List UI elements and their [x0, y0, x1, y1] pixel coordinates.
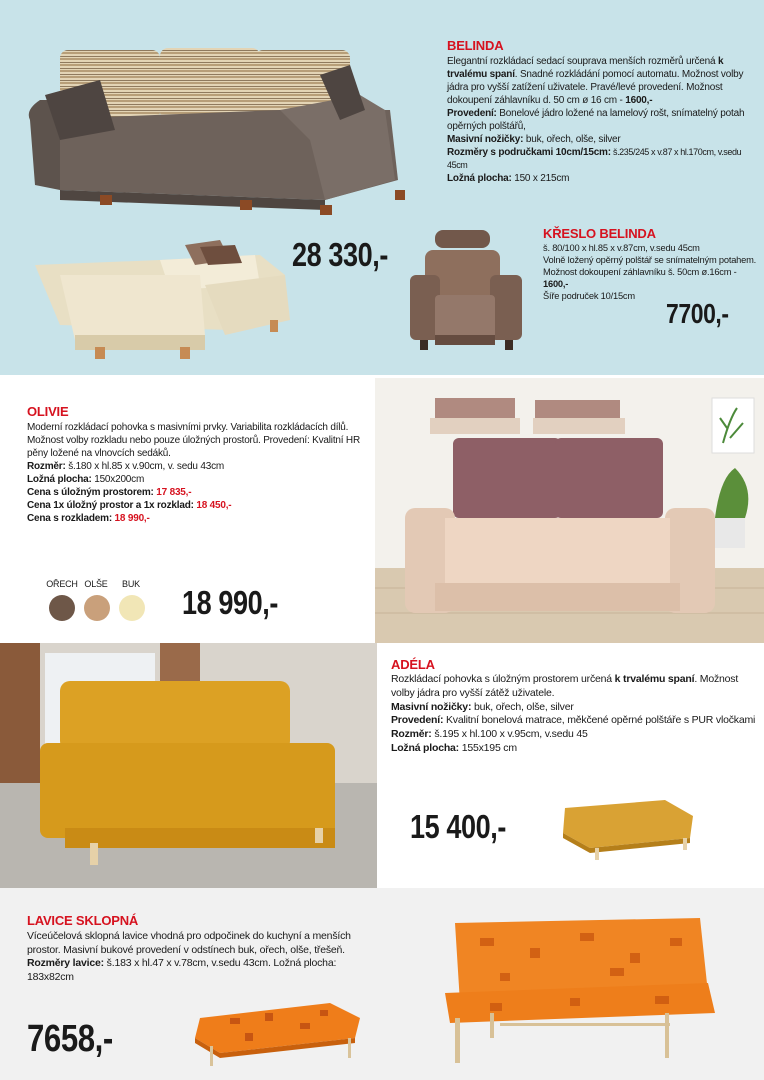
belinda-desc-bold: k trvalému spaní [447, 56, 724, 80]
adela-nozicky-value: buk, ořech, olše, silver [471, 700, 574, 713]
belinda-description [447, 55, 752, 185]
swatch-label-orech: OŘECH [46, 579, 78, 589]
lavice-daybed-image [190, 998, 365, 1070]
swatch-buk [119, 595, 145, 621]
olivie-cena2-value: 18 450,- [196, 500, 232, 511]
belinda-title: BELINDA [447, 38, 504, 53]
swatch-orech [49, 595, 75, 621]
lavice-description [27, 930, 377, 984]
kreslo-line-1: š. 80/100 x hl.85 x v.87cm, v.sedu 45cm [543, 243, 700, 253]
adela-desc-1: Rozkládací pohovka s úložným prostorem určená [391, 673, 615, 685]
adela-desc-2: . Možnost volby jádra pro vyšší zátěž uživatele. [391, 673, 739, 699]
lavice-section [0, 888, 764, 1080]
adela-section [0, 643, 764, 888]
adela-provedeni-value: Kvalitní bonelová matrace, měkčené opěrné polštáře s PUR vločkami [443, 714, 756, 727]
belinda-rozmery-label: Rozměry s područkami 10cm/15cm: [447, 147, 611, 158]
belinda-rozmery-value: š.235/245 x v.87 x hl.170cm, v.sedu 45cm [447, 147, 742, 170]
olivie-cena2-label: Cena 1x úložný prostor a 1x rozklad: [27, 500, 197, 511]
kreslo-info [543, 226, 758, 302]
belinda-price: 28 330,- [292, 236, 389, 273]
olivie-plocha-value: 150x200cm [91, 474, 145, 485]
belinda-plocha-value: 150 x 215cm [511, 173, 570, 184]
lavice-title: LAVICE SKLOPNÁ [27, 913, 139, 928]
olivie-info [27, 404, 372, 525]
adela-description [391, 673, 761, 756]
kreslo-belinda-image [405, 225, 530, 357]
lavice-desc: Víceúčelová sklopná lavice vhodná pro odpočinek do kuchyní a menších prostor. Masivní bukové provedení v odstínech buk, ořech, olše, třešeň. [27, 930, 351, 956]
olivie-title: OLIVIE [27, 404, 69, 419]
lavice-info [27, 913, 377, 984]
kreslo-line-2: Volně ložený opěrný polštář se snímatelným potahem. [543, 255, 757, 265]
kreslo-headrest-price: 1600,- [543, 279, 569, 289]
swatch-label-olse: OLŠE [84, 579, 108, 589]
olivie-cena3-label: Cena s rozkladem: [27, 513, 115, 524]
olivie-description [27, 421, 372, 525]
olivie-cena1-value: 17 835,- [156, 487, 192, 498]
olivie-plocha-label: Ložná plocha: [27, 474, 92, 485]
adela-sofa-image [0, 643, 377, 888]
swatch-olse [84, 595, 110, 621]
belinda-sofa-image [20, 40, 420, 220]
belinda-provedeni-value: Bonelové jádro ložené na lamelový rošt, snímatelný potah opěrných polštářů, [447, 108, 745, 132]
adela-rozmer-label: Rozměr: [391, 728, 432, 741]
belinda-headrest-price: 1600,- [625, 95, 653, 106]
belinda-nozicky-value: buk, ořech, olše, silver [523, 134, 621, 145]
olivie-price: 18 990,- [182, 584, 279, 621]
belinda-desc-2: . Snadné rozkládání pomocí automatu. Možnost volby jádra pro vyšší zatížení uživatele. Pravé/levé provedení. Možnost dokoupení záhlavníku d. 50 cm ø 16 cm - [447, 69, 744, 106]
belinda-nozicky-label: Masivní nožičky: [447, 134, 524, 145]
adela-desc-bold: k trvalému spaní [614, 673, 695, 685]
adela-plocha-label: Ložná plocha: [391, 741, 459, 754]
lavice-rozmery-value: š.183 x hl.47 x v.78cm, v.sedu 43cm. Ložná plocha: 183x82cm [27, 957, 337, 983]
kreslo-line-4: Šíře područek 10/15cm [543, 291, 635, 301]
adela-price: 15 400,- [410, 808, 507, 845]
olivie-section [0, 375, 764, 643]
belinda-section [0, 0, 764, 375]
olivie-desc: Moderní rozkládací pohovka s masivními prvky. Variabilita rozkládacích dílů. Možnost volby rozkladu nebo pouze úložných prostorů. Provedení: Kvalitní HR pěny ložené na vlnovcích sedáků. [27, 422, 360, 459]
adela-plocha-value: 155x195 cm [458, 741, 517, 754]
lavice-rozmery-label: Rozměry lavice: [27, 957, 104, 970]
olivie-cena3-value: 18 990,- [114, 513, 150, 524]
adela-title: ADÉLA [391, 657, 435, 672]
adela-provedeni-label: Provedení: [391, 714, 444, 727]
kreslo-description [543, 242, 758, 302]
olivie-rozmer-label: Rozměr: [27, 461, 66, 472]
lavice-price: 7658,- [27, 1018, 113, 1060]
belinda-provedeni-label: Provedení: [447, 108, 497, 119]
kreslo-price: 7700,- [666, 298, 729, 329]
belinda-plocha-label: Ložná plocha: [447, 173, 512, 184]
adela-rozmer-value: š.195 x hl.100 x v.95cm, v.sedu 45 [431, 728, 588, 741]
belinda-desc-1: Elegantní rozkládací sedací souprava menších rozměrů určená [447, 56, 716, 67]
adela-nozicky-label: Masivní nožičky: [391, 700, 472, 713]
kreslo-line-3: Možnost dokoupení záhlavníku š. 50cm ø.16cm - [543, 267, 737, 277]
belinda-info [447, 38, 752, 185]
adela-info [391, 657, 761, 756]
olivie-cena1-label: Cena s úložným prostorem: [27, 487, 157, 498]
lavice-bench-image [440, 918, 715, 1063]
adela-sofa-bed-image [555, 798, 700, 863]
kreslo-title: KŘESLO BELINDA [543, 226, 656, 241]
olivie-sofa-image [375, 378, 764, 643]
olivie-rozmer-value: š.180 x hl.85 x v.90cm, v. sedu 43cm [65, 461, 225, 472]
belinda-sofa-bed-image [30, 235, 300, 365]
swatch-label-buk: BUK [122, 579, 140, 589]
